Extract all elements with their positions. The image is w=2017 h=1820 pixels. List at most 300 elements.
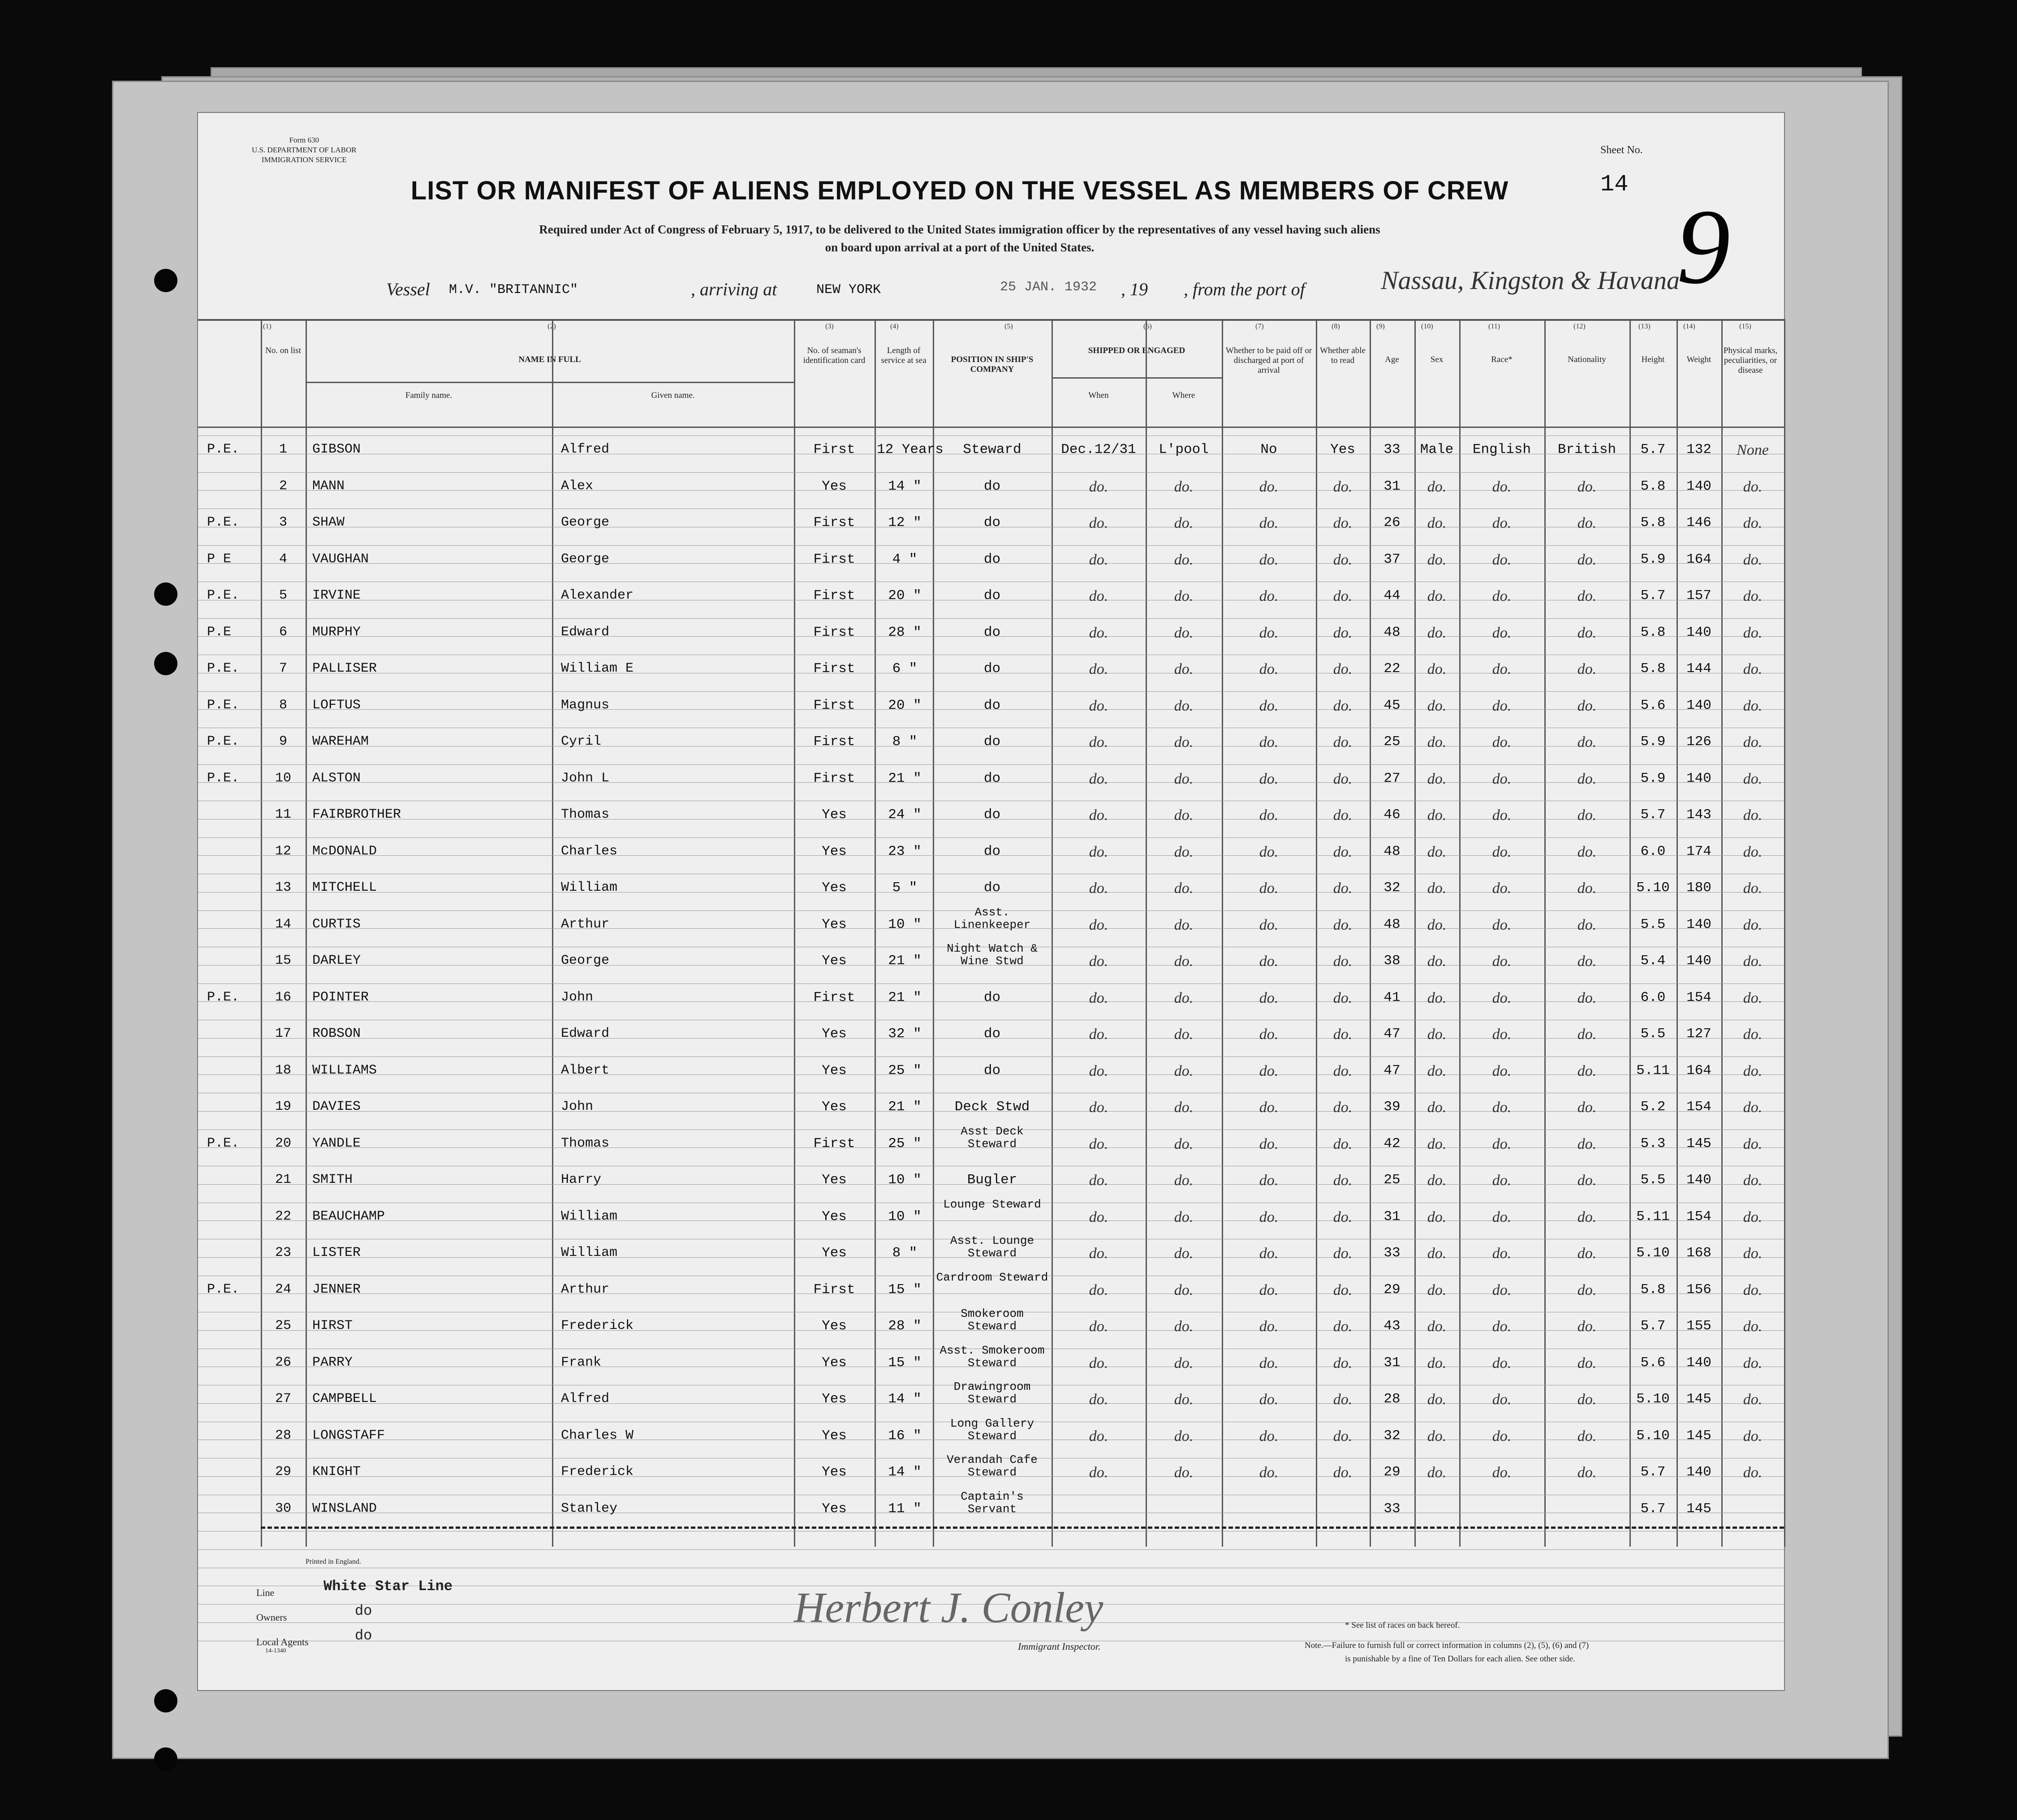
- cell-service: 8 ": [892, 734, 918, 750]
- cell-service: 15 ": [888, 1281, 922, 1298]
- cell-weight: 140: [1686, 1354, 1711, 1371]
- cell-service: 14 ": [888, 478, 922, 494]
- cell-card: Yes: [822, 1464, 847, 1480]
- cell-age: 46: [1383, 807, 1401, 823]
- cell-height: 5.10: [1636, 880, 1670, 896]
- cell-nat: do.: [1577, 661, 1597, 677]
- cell-paid: do.: [1259, 734, 1279, 750]
- cell-position: do: [983, 515, 1001, 530]
- cell-when: do.: [1089, 1428, 1108, 1445]
- cell-weight: 156: [1686, 1281, 1711, 1298]
- cell-height: 5.8: [1640, 515, 1666, 530]
- cell-nat: do.: [1577, 1354, 1597, 1371]
- cell-race: do.: [1492, 1172, 1512, 1189]
- end-of-list-rule: [261, 1527, 1784, 1529]
- cell-read: do.: [1333, 843, 1353, 860]
- inspector-signature: Herbert J. Conley: [794, 1583, 1103, 1631]
- cell-sex: do.: [1427, 1172, 1447, 1189]
- cell-family: LONGSTAFF: [312, 1428, 385, 1443]
- cell-age: 41: [1383, 989, 1401, 1005]
- cell-read: do.: [1333, 1208, 1353, 1225]
- cell-weight: 168: [1686, 1245, 1711, 1261]
- cell-card: Yes: [822, 1391, 847, 1407]
- cell-paid: do.: [1259, 1281, 1279, 1298]
- fine-note-1: Note.—Failure to furnish full or correct information in columns (2), (5), (6) and (7): [1305, 1641, 1589, 1650]
- cell-where: L'pool: [1159, 442, 1209, 457]
- cell-given: George: [561, 515, 610, 530]
- cell-marks: do.: [1743, 916, 1763, 933]
- cell-marks: do.: [1743, 734, 1763, 750]
- cell-nat: do.: [1577, 1135, 1597, 1152]
- cell-age: 33: [1383, 1501, 1401, 1517]
- cell-sex: do.: [1427, 843, 1447, 860]
- cell-marks: do.: [1743, 515, 1763, 531]
- cell-position: Verandah Cafe Steward: [947, 1453, 1038, 1479]
- cell-height: 5.8: [1640, 1281, 1666, 1298]
- cell-where: do.: [1174, 1135, 1194, 1152]
- cell-paid: do.: [1259, 551, 1279, 568]
- cell-paid: do.: [1259, 624, 1279, 641]
- cell-service: 32 ": [888, 1026, 922, 1042]
- cell-position: Steward: [963, 442, 1021, 457]
- cell-marks: do.: [1743, 1318, 1763, 1335]
- cell-when: do.: [1089, 1281, 1108, 1298]
- cell-no: 17: [275, 1026, 291, 1041]
- cell-nat: do.: [1577, 843, 1597, 860]
- cell-sex: do.: [1427, 1026, 1447, 1043]
- cell-nat: British: [1557, 442, 1616, 457]
- cell-race: do.: [1492, 1245, 1512, 1262]
- cell-position: do: [983, 1062, 1001, 1078]
- cell-paid: do.: [1259, 1099, 1279, 1116]
- cell-age: 31: [1383, 478, 1401, 494]
- cell-weight: 140: [1686, 624, 1711, 640]
- cell-sex: do.: [1427, 989, 1447, 1006]
- cell-pe: P.E.: [207, 442, 240, 457]
- printed-note: Printed in England.: [306, 1558, 361, 1566]
- cell-sex: do.: [1427, 880, 1447, 897]
- subheader-rule: [1052, 377, 1222, 379]
- cell-height: 5.4: [1640, 953, 1666, 969]
- cell-weight: 140: [1686, 916, 1711, 932]
- cell-age: 45: [1383, 697, 1401, 713]
- cell-when: do.: [1089, 551, 1108, 568]
- arriving-label: , arriving at: [691, 279, 777, 299]
- cell-family: WINSLAND: [312, 1501, 377, 1516]
- cell-no: 28: [275, 1428, 291, 1443]
- cell-height: 5.7: [1640, 1464, 1666, 1480]
- cell-when: do.: [1089, 1208, 1108, 1225]
- cell-nat: do.: [1577, 1428, 1597, 1445]
- col-header-age: Age: [1385, 355, 1399, 364]
- cell-height: 5.3: [1640, 1135, 1666, 1152]
- cell-family: CAMPBELL: [312, 1391, 377, 1406]
- cell-when: do.: [1089, 1464, 1108, 1481]
- cell-paid: do.: [1259, 515, 1279, 531]
- cell-card: Yes: [822, 1099, 847, 1115]
- cell-card: Yes: [822, 1245, 847, 1261]
- subtitle-line-2: on board upon arrival at a port of the United States.: [825, 241, 1095, 254]
- cell-marks: do.: [1743, 1281, 1763, 1298]
- cell-given: Thomas: [561, 1135, 610, 1151]
- cell-weight: 164: [1686, 1062, 1711, 1078]
- cell-height: 5.11: [1636, 1208, 1670, 1225]
- cell-paid: do.: [1259, 880, 1279, 897]
- col-num-14: (14): [1683, 323, 1695, 330]
- cell-given: William E: [561, 661, 634, 676]
- cell-read: Yes: [1330, 442, 1355, 457]
- col-header-race: Race*: [1491, 355, 1513, 364]
- cell-no: 14: [275, 916, 291, 932]
- cell-height: 5.9: [1640, 734, 1666, 750]
- year-label: , 19: [1121, 279, 1148, 299]
- cell-race: do.: [1492, 1464, 1512, 1481]
- agents-code: 14-1340: [265, 1647, 286, 1654]
- cell-family: MURPHY: [312, 624, 361, 640]
- cell-position: Cardroom Steward: [936, 1270, 1048, 1284]
- cell-read: do.: [1333, 661, 1353, 677]
- cell-where: do.: [1174, 953, 1194, 970]
- cell-marks: do.: [1743, 1135, 1763, 1152]
- cell-when: do.: [1089, 661, 1108, 677]
- cell-paid: do.: [1259, 1245, 1279, 1262]
- cell-no: 26: [275, 1354, 291, 1370]
- cell-service: 21 ": [888, 1099, 922, 1115]
- cell-no: 3: [279, 515, 287, 530]
- cell-marks: do.: [1743, 1391, 1763, 1408]
- cell-family: ROBSON: [312, 1026, 361, 1041]
- cell-when: do.: [1089, 1354, 1108, 1371]
- cell-height: 5.7: [1640, 807, 1666, 823]
- cell-read: do.: [1333, 1428, 1353, 1445]
- cell-paid: do.: [1259, 1318, 1279, 1335]
- cell-service: 10 ": [888, 1208, 922, 1225]
- col-header-where: Where: [1172, 391, 1195, 400]
- cell-marks: do.: [1743, 697, 1763, 714]
- cell-sex: do.: [1427, 1062, 1447, 1079]
- col-header-shipped: SHIPPED OR ENGAGED: [1088, 346, 1185, 355]
- cell-card: Yes: [822, 1354, 847, 1371]
- cell-read: do.: [1333, 588, 1353, 604]
- cell-read: do.: [1333, 624, 1353, 641]
- cell-position: do: [983, 624, 1001, 640]
- ruling-line: [198, 618, 1784, 619]
- cell-card: Yes: [822, 916, 847, 932]
- cell-sex: do.: [1427, 1245, 1447, 1262]
- cell-card: Yes: [822, 953, 847, 969]
- cell-nat: do.: [1577, 624, 1597, 641]
- cell-read: do.: [1333, 551, 1353, 568]
- cell-card: Yes: [822, 478, 847, 494]
- cell-card: Yes: [822, 807, 847, 823]
- cell-nat: do.: [1577, 770, 1597, 787]
- cell-weight: 164: [1686, 551, 1711, 567]
- cell-given: Magnus: [561, 697, 610, 713]
- cell-service: 20 ": [888, 588, 922, 604]
- cell-no: 8: [279, 697, 287, 713]
- cell-nat: do.: [1577, 880, 1597, 897]
- col-num-10: (10): [1421, 323, 1433, 330]
- cell-card: First: [813, 661, 855, 677]
- cell-age: 31: [1383, 1208, 1401, 1225]
- cell-where: do.: [1174, 588, 1194, 604]
- cell-card: Yes: [822, 1208, 847, 1225]
- cell-pe: P.E.: [207, 989, 240, 1005]
- cell-given: William: [561, 880, 618, 895]
- cell-family: PALLISER: [312, 661, 377, 676]
- col-header-no: No. on list: [265, 346, 301, 355]
- cell-when: do.: [1089, 1135, 1108, 1152]
- cell-position: do: [983, 843, 1001, 859]
- cell-paid: do.: [1259, 1062, 1279, 1079]
- cell-family: WILLIAMS: [312, 1062, 377, 1078]
- cell-position: Drawingroom Steward: [953, 1380, 1031, 1406]
- fine-note-2: is punishable by a fine of Ten Dollars for each alien. See other side.: [1345, 1654, 1575, 1664]
- cell-height: 5.5: [1640, 916, 1666, 932]
- cell-paid: do.: [1259, 1135, 1279, 1152]
- cell-read: do.: [1333, 734, 1353, 750]
- col-header-family: Family name.: [405, 391, 453, 400]
- cell-weight: 144: [1686, 661, 1711, 677]
- cell-card: Yes: [822, 1062, 847, 1078]
- from-port-label: , from the port of: [1184, 279, 1305, 299]
- cell-sex: do.: [1427, 1318, 1447, 1335]
- cell-read: do.: [1333, 1172, 1353, 1189]
- cell-pe: P.E.: [207, 1135, 240, 1151]
- cell-height: 5.9: [1640, 551, 1666, 567]
- cell-sex: do.: [1427, 734, 1447, 750]
- cell-race: do.: [1492, 661, 1512, 677]
- cell-family: IRVINE: [312, 588, 361, 603]
- cell-when: do.: [1089, 953, 1108, 970]
- cell-when: do.: [1089, 515, 1108, 531]
- cell-paid: do.: [1259, 916, 1279, 933]
- cell-nat: do.: [1577, 1172, 1597, 1189]
- cell-when: do.: [1089, 1172, 1108, 1189]
- cell-when: do.: [1089, 916, 1108, 933]
- cell-paid: do.: [1259, 1428, 1279, 1445]
- arrival-port: NEW YORK: [816, 282, 881, 298]
- cell-family: POINTER: [312, 989, 369, 1005]
- cell-where: do.: [1174, 624, 1194, 641]
- cell-nat: do.: [1577, 1245, 1597, 1262]
- cell-marks: do.: [1743, 843, 1763, 860]
- cell-card: Yes: [822, 1026, 847, 1042]
- cell-read: do.: [1333, 880, 1353, 897]
- cell-given: Frederick: [561, 1464, 634, 1479]
- cell-race: do.: [1492, 1428, 1512, 1445]
- cell-height: 5.5: [1640, 1026, 1666, 1042]
- cell-where: do.: [1174, 843, 1194, 860]
- cell-race: do.: [1492, 1354, 1512, 1371]
- binder-hole: [154, 1689, 177, 1712]
- cell-height: 5.11: [1636, 1062, 1670, 1078]
- cell-read: do.: [1333, 1099, 1353, 1116]
- cell-read: do.: [1333, 515, 1353, 531]
- arrival-date-stamp: 25 JAN. 1932: [1000, 280, 1097, 295]
- column-rule: [794, 319, 795, 1547]
- cell-marks: do.: [1743, 1464, 1763, 1481]
- cell-sex: do.: [1427, 515, 1447, 531]
- cell-where: do.: [1174, 1208, 1194, 1225]
- column-rule: [1784, 319, 1785, 1547]
- cell-race: do.: [1492, 843, 1512, 860]
- cell-nat: do.: [1577, 807, 1597, 824]
- cell-marks: do.: [1743, 1062, 1763, 1079]
- cell-card: First: [813, 1135, 855, 1152]
- cell-race: do.: [1492, 1026, 1512, 1043]
- cell-sex: do.: [1427, 1281, 1447, 1298]
- cell-family: McDONALD: [312, 843, 377, 859]
- cell-service: 25 ": [888, 1135, 922, 1152]
- cell-when: do.: [1089, 588, 1108, 604]
- cell-when: do.: [1089, 1391, 1108, 1408]
- cell-read: do.: [1333, 989, 1353, 1006]
- cell-height: 5.8: [1640, 661, 1666, 677]
- column-rule: [261, 319, 262, 1547]
- cell-when: do.: [1089, 697, 1108, 714]
- cell-nat: do.: [1577, 1208, 1597, 1225]
- cell-given: Edward: [561, 624, 610, 640]
- sheet-handwritten-mark: 9: [1677, 187, 1730, 306]
- agents-label: Local Agents: [256, 1636, 309, 1647]
- line-label: Line: [256, 1587, 275, 1598]
- cell-when: do.: [1089, 1245, 1108, 1262]
- cell-service: 11 ": [888, 1501, 922, 1517]
- cell-where: do.: [1174, 661, 1194, 677]
- cell-weight: 140: [1686, 1172, 1711, 1188]
- cell-height: 5.10: [1636, 1391, 1670, 1407]
- cell-marks: do.: [1743, 661, 1763, 677]
- cell-read: do.: [1333, 1026, 1353, 1043]
- cell-race: do.: [1492, 697, 1512, 714]
- col-header-height: Height: [1641, 355, 1665, 364]
- cell-marks: do.: [1743, 807, 1763, 824]
- cell-age: 48: [1383, 916, 1401, 932]
- cell-position: do: [983, 1026, 1001, 1042]
- cell-height: 5.5: [1640, 1172, 1666, 1188]
- cell-when: do.: [1089, 734, 1108, 750]
- cell-marks: do.: [1743, 989, 1763, 1006]
- cell-no: 23: [275, 1245, 291, 1260]
- cell-weight: 155: [1686, 1318, 1711, 1334]
- cell-pe: P.E.: [207, 588, 240, 603]
- cell-weight: 126: [1686, 734, 1711, 750]
- cell-nat: do.: [1577, 1099, 1597, 1116]
- cell-marks: do.: [1743, 1099, 1763, 1116]
- cell-nat: do.: [1577, 989, 1597, 1006]
- cell-pe: P.E.: [207, 770, 240, 786]
- cell-family: HIRST: [312, 1318, 353, 1333]
- cell-where: do.: [1174, 1428, 1194, 1445]
- cell-age: 32: [1383, 880, 1401, 896]
- cell-weight: 127: [1686, 1026, 1711, 1042]
- cell-marks: do.: [1743, 1245, 1763, 1262]
- cell-age: 39: [1383, 1099, 1401, 1115]
- page-subtitle: [377, 220, 1542, 256]
- cell-given: John L: [561, 770, 610, 786]
- col-num-12: (12): [1573, 323, 1586, 330]
- cell-nat: do.: [1577, 1281, 1597, 1298]
- races-note: * See list of races on back hereof.: [1345, 1621, 1460, 1630]
- cell-no: 22: [275, 1208, 291, 1224]
- cell-given: Alfred: [561, 1391, 610, 1406]
- cell-sex: do.: [1427, 807, 1447, 824]
- cell-race: do.: [1492, 515, 1512, 531]
- cell-pe: P.E.: [207, 734, 240, 749]
- cell-service: 28 ": [888, 624, 922, 640]
- cell-age: 43: [1383, 1318, 1401, 1334]
- cell-read: do.: [1333, 1318, 1353, 1335]
- cell-sex: do.: [1427, 697, 1447, 714]
- cell-service: 25 ": [888, 1062, 922, 1078]
- col-num-1: (1): [263, 323, 272, 330]
- col-header-sex: Sex: [1430, 355, 1444, 364]
- cell-height: 5.8: [1640, 624, 1666, 640]
- cell-given: John: [561, 989, 594, 1005]
- cell-nat: do.: [1577, 734, 1597, 750]
- col-header-paid-off: Whether to be paid off or discharged at port of arrival: [1225, 346, 1312, 375]
- cell-age: 42: [1383, 1135, 1401, 1152]
- ruling-line: [198, 1549, 1784, 1550]
- subheader-rule: [306, 382, 794, 383]
- cell-no: 29: [275, 1464, 291, 1479]
- cell-where: do.: [1174, 1318, 1194, 1335]
- cell-paid: do.: [1259, 807, 1279, 824]
- cell-paid: do.: [1259, 697, 1279, 714]
- col-num-11: (11): [1488, 323, 1500, 330]
- cell-no: 10: [275, 770, 291, 786]
- cell-position: Asst. Smokeroom Steward: [940, 1343, 1045, 1370]
- cell-marks: do.: [1743, 551, 1763, 568]
- cell-pe: P.E.: [207, 1281, 240, 1297]
- cell-service: 14 ": [888, 1464, 922, 1480]
- col-num-9: (9): [1376, 323, 1385, 330]
- cell-read: do.: [1333, 478, 1353, 495]
- cell-race: do.: [1492, 1281, 1512, 1298]
- cell-family: MITCHELL: [312, 880, 377, 895]
- cell-position: do: [983, 661, 1001, 677]
- cell-card: First: [813, 1281, 855, 1298]
- cell-position: Captain's Servant: [961, 1489, 1024, 1516]
- cell-given: Alfred: [561, 442, 610, 457]
- cell-paid: do.: [1259, 770, 1279, 787]
- cell-read: do.: [1333, 770, 1353, 787]
- col-num-7: (7): [1255, 323, 1264, 330]
- cell-where: do.: [1174, 807, 1194, 824]
- cell-position: Asst Deck Steward: [961, 1124, 1024, 1151]
- cell-height: 5.6: [1640, 697, 1666, 713]
- agents-value: do: [355, 1627, 372, 1644]
- cell-card: First: [813, 734, 855, 750]
- cell-nat: do.: [1577, 1391, 1597, 1408]
- cell-where: do.: [1174, 1391, 1194, 1408]
- cell-service: 10 ": [888, 1172, 922, 1188]
- cell-given: Albert: [561, 1062, 610, 1078]
- cell-sex: do.: [1427, 1428, 1447, 1445]
- cell-where: do.: [1174, 989, 1194, 1006]
- vessel-label: Vessel: [386, 279, 430, 299]
- service-name: IMMIGRATION SERVICE: [261, 155, 347, 164]
- cell-where: do.: [1174, 551, 1194, 568]
- cell-age: 44: [1383, 588, 1401, 604]
- cell-read: do.: [1333, 1245, 1353, 1262]
- cell-service: 5 ": [892, 880, 918, 896]
- cell-age: 33: [1383, 1245, 1401, 1261]
- crew-table: [198, 319, 1784, 1547]
- cell-marks: do.: [1743, 1026, 1763, 1043]
- cell-family: DAVIES: [312, 1099, 361, 1114]
